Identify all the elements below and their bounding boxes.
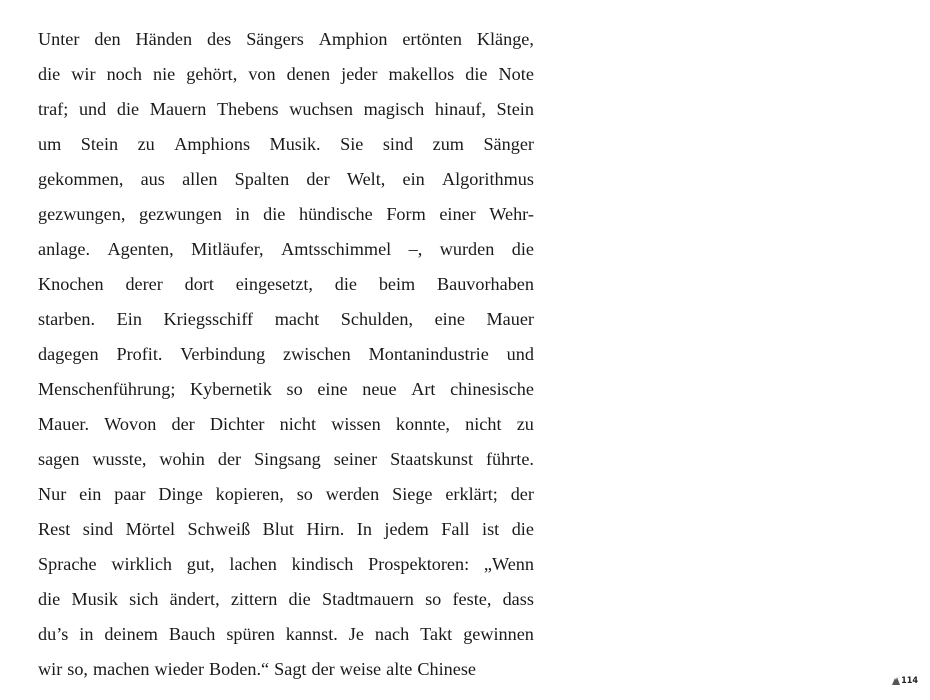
word: kindisch	[291, 554, 354, 574]
word: jeder	[341, 64, 378, 84]
word: Amphion	[318, 29, 388, 49]
word: starben.	[38, 309, 96, 329]
word: kopieren,	[215, 484, 284, 504]
text-line	[38, 162, 534, 197]
word: von	[248, 64, 276, 84]
word: du’s	[38, 624, 69, 644]
word: Sängers	[246, 29, 304, 49]
word: zu	[516, 414, 534, 434]
word: Amphions	[174, 134, 251, 154]
word: Note	[498, 64, 534, 84]
word: Mauer.	[38, 414, 90, 434]
word: konnte,	[395, 414, 450, 434]
word: kannst.	[285, 624, 338, 644]
word: die	[263, 204, 286, 224]
word: Dinge	[158, 484, 203, 504]
word: Form	[386, 204, 426, 224]
word: Staatskunst	[390, 449, 473, 469]
word: seiner	[333, 449, 378, 469]
word: Dichter	[209, 414, 265, 434]
word: des	[207, 29, 232, 49]
word: Wehr-	[489, 204, 534, 224]
word: ein	[79, 484, 102, 504]
word: Unter	[38, 29, 80, 49]
word: Siege	[392, 484, 433, 504]
text-line	[38, 617, 534, 652]
word: traf;	[38, 99, 69, 119]
word: Montanindustrie	[368, 344, 489, 364]
text-line	[38, 372, 534, 407]
word: ein	[402, 169, 425, 189]
word: wuchsen	[289, 99, 353, 119]
word: nicht	[465, 414, 502, 434]
word: Verbindung	[180, 344, 266, 364]
text-line	[38, 442, 534, 477]
word: gewinnen	[463, 624, 534, 644]
word: Stein	[496, 99, 534, 119]
page-number	[892, 676, 918, 686]
word: feste,	[452, 589, 492, 609]
word: gezwungen	[138, 204, 222, 224]
word: jedem	[384, 519, 429, 539]
word: Mauern	[149, 99, 207, 119]
word: die	[38, 589, 61, 609]
text-line	[38, 92, 534, 127]
word: die	[511, 239, 534, 259]
word: gehört,	[186, 64, 238, 84]
word: wusste,	[92, 449, 147, 469]
word: die	[38, 64, 61, 84]
word: so,	[67, 659, 88, 679]
word: die	[116, 99, 140, 119]
word: machen	[92, 659, 150, 679]
word: so	[296, 484, 313, 504]
page-ornament-icon	[892, 677, 900, 685]
word: wohin	[159, 449, 205, 469]
word: dass	[502, 589, 534, 609]
word: Stadtmauern	[321, 589, 414, 609]
word: Sänger	[483, 134, 534, 154]
word: eine	[434, 309, 465, 329]
word: Sagt	[274, 659, 307, 679]
word: Hirn.	[306, 519, 345, 539]
word: Thebens	[217, 99, 279, 119]
word: Mörtel	[125, 519, 176, 539]
text-line	[38, 547, 534, 582]
word: und	[78, 99, 107, 119]
word: hinauf,	[434, 99, 486, 119]
word: so	[286, 379, 303, 399]
word: Wovon	[104, 414, 157, 434]
word: Händen	[135, 29, 193, 49]
word: weise	[339, 659, 382, 679]
word: Sprache	[38, 554, 97, 574]
word: die	[511, 519, 534, 539]
word: Knochen	[38, 274, 104, 294]
text-line	[38, 57, 534, 92]
word: führte.	[485, 449, 534, 469]
word: nicht	[279, 414, 317, 434]
word: der	[171, 414, 195, 434]
text-line	[38, 512, 534, 547]
word: chinesische	[450, 379, 534, 399]
word: hündische	[298, 204, 373, 224]
word: der	[217, 449, 242, 469]
word: nie	[152, 64, 176, 84]
word: zittern	[230, 589, 278, 609]
word: wurden	[439, 239, 495, 259]
word: alte	[386, 659, 413, 679]
word: Menschenführung;	[38, 379, 176, 399]
text-line	[38, 652, 534, 687]
text-line	[38, 267, 534, 302]
word: wieder	[154, 659, 205, 679]
text-line	[38, 22, 534, 57]
word: in	[235, 204, 250, 224]
word: „Wenn	[483, 554, 534, 574]
word: Kriegsschiff	[163, 309, 254, 329]
word: ändert,	[169, 589, 220, 609]
word: erklärt;	[445, 484, 498, 504]
word: eine	[317, 379, 348, 399]
word: dagegen	[38, 344, 99, 364]
word: zwischen	[283, 344, 351, 364]
word: Klänge,	[476, 29, 534, 49]
word: Ein	[116, 309, 142, 329]
body-text	[38, 22, 534, 687]
word: anlage.	[38, 239, 91, 259]
word: der	[510, 484, 534, 504]
word: macht	[274, 309, 320, 329]
word: wirklich	[111, 554, 172, 574]
word: ist	[482, 519, 500, 539]
page-number-text: 114	[901, 676, 918, 686]
word: die	[465, 64, 488, 84]
word: derer	[125, 274, 163, 294]
word: Musik	[71, 589, 118, 609]
word: Mitläufer,	[191, 239, 264, 259]
word: Rest	[38, 519, 71, 539]
word: Je	[348, 624, 364, 644]
word: Welt,	[346, 169, 386, 189]
word: der	[311, 659, 335, 679]
word: sagen	[38, 449, 80, 469]
word: lachen	[229, 554, 277, 574]
word: einer	[439, 204, 476, 224]
text-line	[38, 582, 534, 617]
word: dort	[184, 274, 214, 294]
text-line	[38, 302, 534, 337]
word: Schweiß	[187, 519, 251, 539]
word: zu	[137, 134, 155, 154]
word: sind	[382, 134, 414, 154]
word: Blut	[262, 519, 294, 539]
text-line	[38, 337, 534, 372]
word: Bauch	[168, 624, 216, 644]
word: Nur	[38, 484, 67, 504]
word: Agenten,	[107, 239, 174, 259]
word: in	[79, 624, 94, 644]
word: gezwungen,	[38, 204, 126, 224]
word: spüren	[226, 624, 275, 644]
word: Profit.	[116, 344, 163, 364]
word: die	[334, 274, 358, 294]
word: sich	[129, 589, 159, 609]
word: Boden.“	[209, 659, 270, 679]
word: noch	[106, 64, 142, 84]
word: magisch	[363, 99, 425, 119]
word: zum	[432, 134, 464, 154]
word: In	[356, 519, 372, 539]
word: Takt	[420, 624, 453, 644]
word: deinem	[104, 624, 158, 644]
word: denen	[286, 64, 331, 84]
word: Stein	[80, 134, 119, 154]
word: so	[425, 589, 442, 609]
word: ertönten	[402, 29, 462, 49]
word: gut,	[186, 554, 215, 574]
word: Singsang	[254, 449, 321, 469]
word: Sie	[340, 134, 364, 154]
word: nach	[374, 624, 410, 644]
word: den	[94, 29, 121, 49]
word: sind	[82, 519, 114, 539]
word: allen	[182, 169, 218, 189]
word: Spalten	[234, 169, 290, 189]
word: Schulden,	[340, 309, 413, 329]
word: makellos	[388, 64, 455, 84]
word: Kybernetik	[190, 379, 272, 399]
word: neue	[362, 379, 397, 399]
text-line	[38, 477, 534, 512]
word: gekommen,	[38, 169, 124, 189]
word: der	[306, 169, 330, 189]
word: Algorithmus	[441, 169, 534, 189]
word: Bauvorhaben	[436, 274, 534, 294]
text-line	[38, 127, 534, 162]
word: wir	[71, 64, 96, 84]
word: beim	[378, 274, 416, 294]
word: eingesetzt,	[235, 274, 313, 294]
word: Amtsschimmel	[281, 239, 392, 259]
text-line	[38, 232, 534, 267]
word: –,	[408, 239, 423, 259]
text-line	[38, 407, 534, 442]
word: und	[506, 344, 534, 364]
word: Mauer	[486, 309, 534, 329]
word: wissen	[331, 414, 381, 434]
word: aus	[140, 169, 165, 189]
word: wir	[38, 659, 63, 679]
word: um	[38, 134, 62, 154]
word: Fall	[441, 519, 470, 539]
word: paar	[114, 484, 146, 504]
word: werden	[325, 484, 380, 504]
word: Art	[411, 379, 436, 399]
text-line	[38, 197, 534, 232]
word: Chinese	[417, 659, 476, 679]
word: Musik.	[269, 134, 321, 154]
word: die	[288, 589, 311, 609]
word: Prospektoren:	[368, 554, 470, 574]
